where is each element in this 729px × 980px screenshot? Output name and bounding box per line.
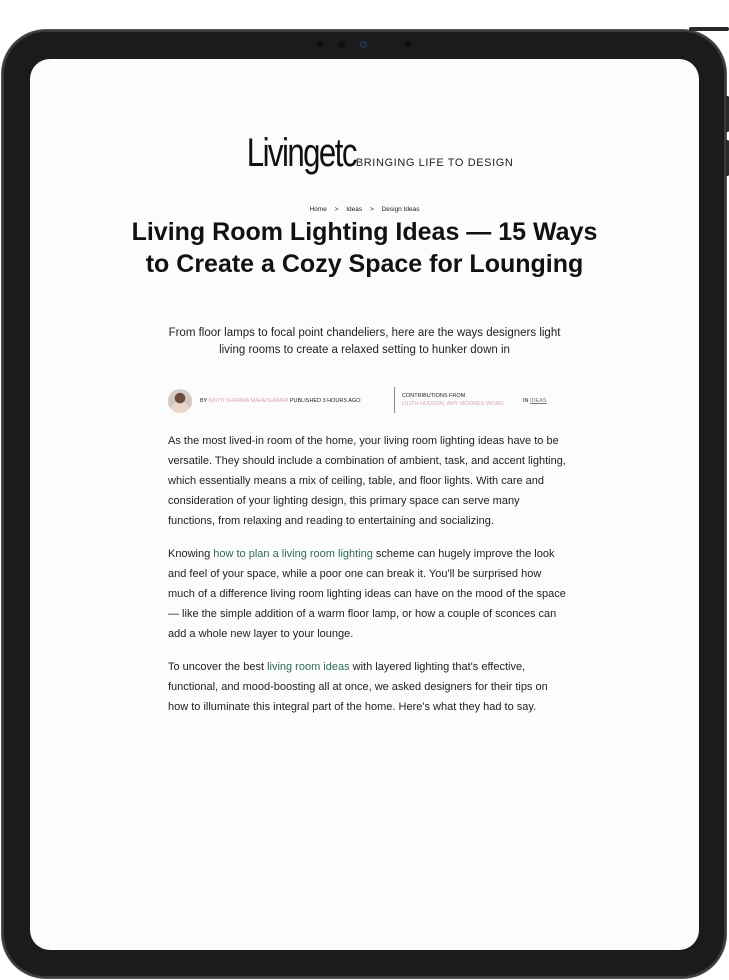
sensor-dot [316,41,323,48]
masthead [30,131,699,176]
by-label: BY [200,398,208,404]
top-button [689,27,729,31]
breadcrumb-ideas[interactable]: Ideas [346,206,363,213]
site-logo[interactable]: Livingetc [246,131,356,175]
published-time: PUBLISHED 3 HOURS AGO [289,398,361,404]
front-camera-bar [312,38,422,50]
paragraph-text: scheme can hugely improve the look and feel of your space, while a poor one can break it. You'll be surprised how much of a difference living room lighting ideas can have on the mood of the space — like the simple addition of a warm floor lamp, or how a couple of sconces can add a whole new layer to your lounge. [168,548,566,640]
breadcrumb-home[interactable]: Home [309,206,327,213]
paragraph-text: To uncover the best [168,661,268,673]
paragraph-text: Knowing [168,548,214,560]
in-label: IN [523,398,529,404]
camera-icon [360,41,367,48]
author-link[interactable]: NIVITI SHARMA MAHESHWARI [208,398,289,404]
article-subtitle: From floor lamps to focal point chandeliers, here are the ways designers light living rooms to create a relaxed setting to hunker down in [168,327,561,356]
author-avatar[interactable] [168,389,192,413]
paragraph-2 [168,544,568,644]
sensor-dot [404,41,411,48]
contributions-label: CONTRIBUTIONS FROM [402,393,466,399]
breadcrumb-separator: > [369,206,374,213]
contributors-link[interactable]: LILITH HUDSON, AMY MOORES WONG [402,401,504,407]
category-link[interactable]: IDEAS [530,398,547,404]
screen [30,59,699,950]
breadcrumb-design-ideas[interactable]: Design Ideas [381,206,420,213]
sensor-dot [338,41,345,48]
category [523,398,547,404]
plan-lighting-link[interactable]: how to plan a living room lighting [213,548,373,560]
byline-main [200,398,360,404]
byline-divider [394,387,395,413]
article-body [168,431,568,730]
contributions [402,392,504,408]
article-title: Living Room Lighting Ideas — 15 Ways to Create a Cozy Space for Lounging [131,218,598,278]
breadcrumb-separator: > [334,206,339,213]
paragraph-text: with layered lighting that's effective, functional, and mood-boosting all at once, we asked designers for their tips on how to illuminate this integral part of the home. Here's what they had to say. [168,661,548,713]
byline [168,387,568,417]
site-tagline: BRINGING LIFE TO DESIGN [355,157,514,169]
breadcrumb [30,206,699,213]
paragraph-3 [168,657,568,717]
paragraph-1: As the most lived-in room of the home, your living room lighting ideas have to be versatile. They should include a combination of ambient, task, and accent lighting, which essentially means a mix of ceiling, table, and floor lights. With care and consideration of your lighting design, this primary space can serve many functions, from relaxing and reading to entertaining and socializing. [168,435,566,527]
living-room-ideas-link[interactable]: living room ideas [267,661,350,673]
